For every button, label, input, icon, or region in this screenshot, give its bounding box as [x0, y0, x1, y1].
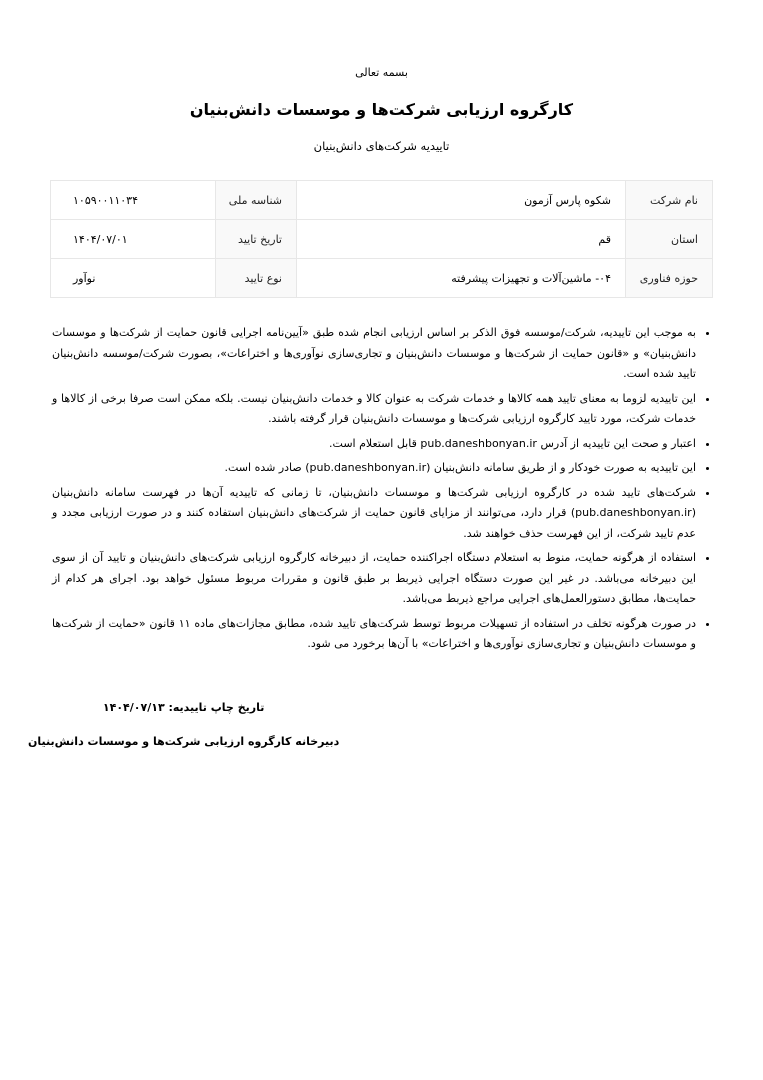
- approval-type-value: نوآور: [51, 259, 216, 298]
- note-item-scope-of-approval: • این تاییدیه لزوما به معنای تایید همه کالاها و خدمات شرکت به عنوان کالا و خدمات دانش‌بنیان نیست. بلکه ممکن است صرفا برخی از کالاها و خدمات شرکت، مورد تایید کارگروه ارزیابی شرکت‌ها و موسسات دانش‌بنیان قرار گرفته باشند.: [50, 389, 696, 430]
- company-info-table: [50, 180, 713, 298]
- company-name-label: نام شرکت: [626, 181, 713, 220]
- note-item-certification-basis: • به موجب این تاییدیه، شرکت/موسسه فوق الذکر بر اساس ارزیابی انجام شده طبق «آیین‌نامه اجرایی قانون حمایت از شرکت‌ها و موسسات دانش‌بنیان» و «قانون حمایت از شرکت‌ها و موسسات دانش‌بنیان و تجاری‌سازی نوآوری‌ها و اختراعات»، بصورت شرکت/موسسه دانش‌بنیان تایید شده است.: [50, 323, 696, 385]
- technology-field-label: حوزه فناوری: [626, 259, 713, 298]
- page-title: کارگروه ارزیابی شرکت‌ها و موسسات دانش‌بنیان: [189, 100, 574, 119]
- bismillah-text: بسمه تعالی: [355, 66, 408, 79]
- secretariat-signature: دبیرخانه کارگروه ارزیابی شرکت‌ها و موسسات دانش‌بنیان: [28, 734, 340, 748]
- approval-date-label: تاریخ تایید: [216, 220, 297, 259]
- table-row: [51, 220, 713, 259]
- note-item-automatic-issuance: • این تاییدیه به صورت خودکار و از طریق سامانه دانش‌بنیان (pub.daneshbonyan.ir) صادر شده است.: [50, 458, 696, 479]
- national-id-label: شناسه ملی: [216, 181, 297, 220]
- note-item-verification-address: • اعتبار و صحت این تاییدیه از آدرس pub.daneshbonyan.ir قابل استعلام است.: [50, 434, 696, 455]
- approval-date-value: ۱۴۰۴/۰۷/۰۱: [51, 220, 216, 259]
- table-row: [51, 259, 713, 298]
- note-item-listing-validity: • شرکت‌های تایید شده در کارگروه ارزیابی شرکت‌ها و موسسات دانش‌بنیان، تا زمانی که تاییدیه آن‌ها در فهرست سامانه دانش‌بنیان (pub.daneshbonyan.ir) قرار دارد، می‌توانند از مزایای قانون حمایت از شرکت‌های دانش‌بنیان استفاده کنند و در صورت ارزیابی مجدد و عدم تایید شرکت، از این فهرست حذف خواهند شد.: [50, 483, 696, 545]
- print-date: تاریخ چاپ تاییدیه: ۱۴۰۴/۰۷/۱۳: [102, 700, 265, 714]
- approval-type-label: نوع تایید: [216, 259, 297, 298]
- note-item-violation-penalty: • در صورت هرگونه تخلف در استفاده از تسهیلات مربوط توسط شرکت‌های تایید شده، مطابق مجازات‌های ماده ۱۱ قانون «حمایت از شرکت‌ها و موسسات دانش‌بنیان و تجاری‌سازی نوآوری‌ها و اختراعات» با آن‌ها برخورد می شود.: [50, 614, 696, 655]
- national-id-value: ۱۰۵۹۰۰۱۱۰۳۴: [51, 181, 216, 220]
- legal-notes-list: [50, 323, 713, 655]
- province-value: قم: [297, 220, 626, 259]
- table-row: [51, 181, 713, 220]
- note-item-support-inquiry: • استفاده از هرگونه حمایت، منوط به استعلام دستگاه اجراکننده حمایت، از دبیرخانه کارگروه ارزیابی شرکت‌های دانش‌بنیان و تایید آن از سوی این دبیرخانه می‌باشد. در غیر این صورت دستگاه اجرایی ذیربط بر طبق قانون و مقررات مربوط مسئول خواهد بود. اجرای هر کدام از حمایت‌ها، مطابق دستورالعمل‌های اجرایی مراجع ذیربط می‌باشد.: [50, 548, 696, 610]
- technology-field-value: ۰۴- ماشین‌آلات و تجهیزات پیشرفته: [297, 259, 626, 298]
- footer: [28, 700, 713, 749]
- footer-block: [28, 701, 339, 748]
- company-name-value: شکوه پارس آزمون: [297, 181, 626, 220]
- page-subtitle: تاییدیه شرکت‌های دانش‌بنیان: [313, 139, 450, 153]
- province-label: استان: [626, 220, 713, 259]
